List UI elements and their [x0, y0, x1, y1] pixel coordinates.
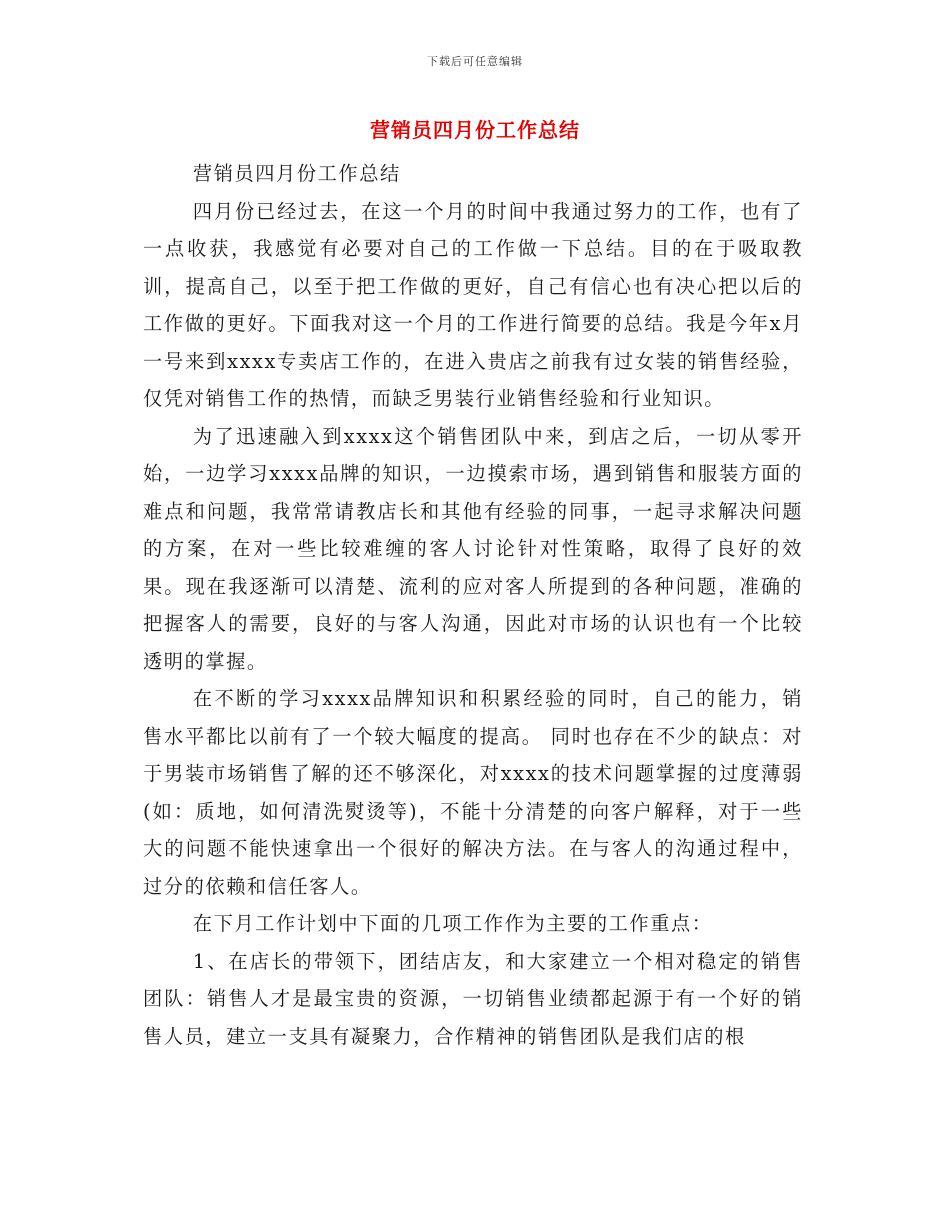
header-note: 下载后可任意编辑: [427, 55, 523, 68]
paragraph: 四月份已经过去，在这一个月的时间中我通过努力的工作，也有了一点收获，我感觉有必要对自己的工作做一下总结。目的在于吸取教训，提高自己，以至于把工作做的更好，自己有信心也有决心把以后的工作做的更好。下面我对这一个月的工作进行简要的总结。我是今年x月一号来到xxxx专卖店工作的，在进入贵店之前我有过女装的销售经验，仅凭对销售工作的热情，而缺乏男装行业销售经验和行业知识。: [143, 199, 803, 410]
document-body: [143, 155, 803, 1055]
paragraph: 1、在店长的带领下，团结店友，和大家建立一个相对稳定的销售团队：销售人才是最宝贵的资源，一切销售业绩都起源于有一个好的销售人员，建立一支具有凝聚力，合作精神的销售团队是我们店的根: [143, 949, 803, 1048]
paragraph: 在下月工作计划中下面的几项工作作为主要的工作重点：: [192, 912, 713, 935]
paragraph: 为了迅速融入到xxxx这个销售团队中来，到店之后，一切从零开始，一边学习xxxx品牌的知识，一边摸索市场，遇到销售和服装方面的难点和问题，我常常请教店长和其他有经验的同事，一起寻求解决问题的方案，在对一些比较难缠的客人讨论针对性策略，取得了良好的效果。现在我逐渐可以清楚、流利的应对客人所提到的各种问题，准确的把握客人的需要，良好的与客人沟通，因此对市场的认识也有一个比较透明的掌握。: [143, 424, 803, 673]
document-title: 营销员四月份工作总结: [370, 118, 580, 142]
paragraph: 在不断的学习xxxx品牌知识和积累经验的同时，自己的能力，销售水平都比以前有了一个较大幅度的提高。 同时也存在不少的缺点：对于男装市场销售了解的还不够深化，对xxxx的技术问题掌握的过度薄弱(如：质地，如何清洗熨烫等)，不能十分清楚的向客户解释，对于一些大的问题不能快速拿出一个很好的解决方法。在与客人的沟通过程中，过分的依赖和信任客人。: [143, 687, 803, 898]
paragraph-subtitle: 营销员四月份工作总结: [192, 162, 401, 185]
